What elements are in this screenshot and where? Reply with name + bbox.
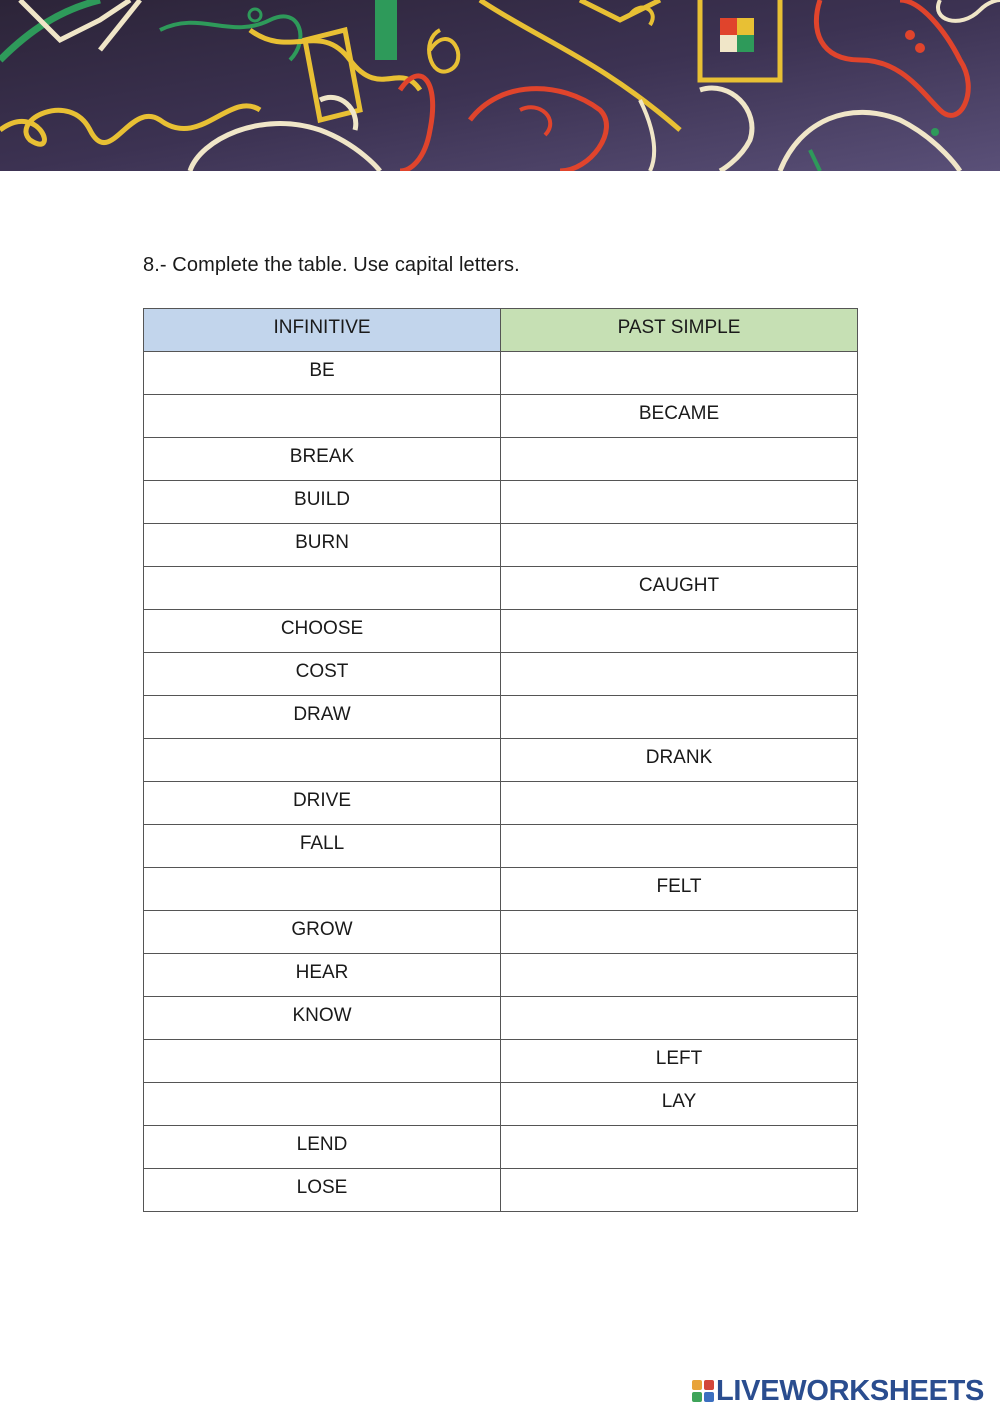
table-row: [144, 1083, 858, 1126]
past-simple-cell: LEFT: [501, 1040, 858, 1083]
past-simple-cell: CAUGHT: [501, 567, 858, 610]
infinitive-cell-answer[interactable]: [144, 567, 501, 610]
past-simple-cell-answer[interactable]: [501, 524, 858, 567]
table-row: [144, 911, 858, 954]
infinitive-cell: FALL: [144, 825, 501, 868]
infinitive-cell: BURN: [144, 524, 501, 567]
table-row: [144, 567, 858, 610]
infinitive-cell-answer[interactable]: [144, 1040, 501, 1083]
past-simple-cell-answer[interactable]: [501, 610, 858, 653]
past-simple-cell-answer[interactable]: [501, 911, 858, 954]
table-row: [144, 438, 858, 481]
table-row: [144, 653, 858, 696]
infinitive-cell: CHOOSE: [144, 610, 501, 653]
verb-table-body: [144, 352, 858, 1212]
table-header-row: [144, 309, 858, 352]
table-row: [144, 1040, 858, 1083]
infinitive-cell: LEND: [144, 1126, 501, 1169]
past-simple-cell-answer[interactable]: [501, 1169, 858, 1212]
table-row: [144, 997, 858, 1040]
past-simple-cell: LAY: [501, 1083, 858, 1126]
table-row: [144, 1126, 858, 1169]
liveworksheets-logo: [692, 1374, 984, 1408]
past-simple-cell-answer[interactable]: [501, 438, 858, 481]
table-row: [144, 696, 858, 739]
table-row: [144, 868, 858, 911]
verb-table: [143, 308, 858, 1212]
infinitive-cell: GROW: [144, 911, 501, 954]
infinitive-cell-answer[interactable]: [144, 395, 501, 438]
past-simple-cell-answer[interactable]: [501, 825, 858, 868]
table-row: [144, 954, 858, 997]
past-simple-cell-answer[interactable]: [501, 352, 858, 395]
past-simple-cell-answer[interactable]: [501, 653, 858, 696]
infinitive-cell: KNOW: [144, 997, 501, 1040]
infinitive-cell: HEAR: [144, 954, 501, 997]
past-simple-cell-answer[interactable]: [501, 997, 858, 1040]
liveworksheets-logo-text: LIVEWORKSHEETS: [716, 1374, 985, 1407]
table-row: [144, 739, 858, 782]
infinitive-cell: DRIVE: [144, 782, 501, 825]
past-simple-cell: BECAME: [501, 395, 858, 438]
doodle-illustration: [0, 0, 1000, 171]
past-simple-cell-answer[interactable]: [501, 954, 858, 997]
infinitive-cell: DRAW: [144, 696, 501, 739]
past-simple-cell: FELT: [501, 868, 858, 911]
infinitive-cell: BE: [144, 352, 501, 395]
past-simple-cell-answer[interactable]: [501, 481, 858, 524]
table-row: [144, 352, 858, 395]
table-row: [144, 481, 858, 524]
infinitive-header: INFINITIVE: [144, 309, 501, 352]
infinitive-cell: LOSE: [144, 1169, 501, 1212]
header-banner: [0, 0, 1000, 171]
table-row: [144, 782, 858, 825]
exercise-instruction: 8.- Complete the table. Use capital letters.: [143, 254, 520, 276]
table-row: [144, 825, 858, 868]
past-simple-cell-answer[interactable]: [501, 1126, 858, 1169]
infinitive-cell: BREAK: [144, 438, 501, 481]
past-simple-header: PAST SIMPLE: [501, 309, 858, 352]
liveworksheets-logo-icon: [692, 1380, 714, 1402]
table-row: [144, 610, 858, 653]
table-row: [144, 524, 858, 567]
past-simple-cell-answer[interactable]: [501, 696, 858, 739]
infinitive-cell: BUILD: [144, 481, 501, 524]
infinitive-cell-answer[interactable]: [144, 1083, 501, 1126]
past-simple-cell: DRANK: [501, 739, 858, 782]
table-row: [144, 395, 858, 438]
past-simple-cell-answer[interactable]: [501, 782, 858, 825]
infinitive-cell: COST: [144, 653, 501, 696]
infinitive-cell-answer[interactable]: [144, 868, 501, 911]
infinitive-cell-answer[interactable]: [144, 739, 501, 782]
table-row: [144, 1169, 858, 1212]
